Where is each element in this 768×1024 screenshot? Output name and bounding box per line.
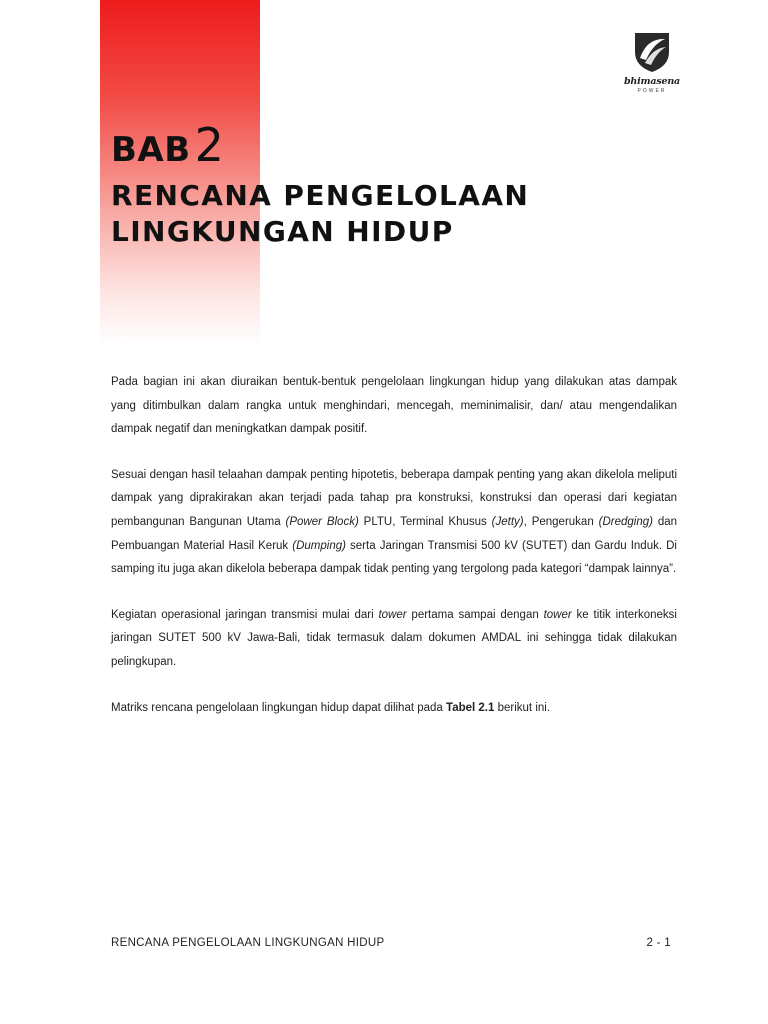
term-tower: tower bbox=[543, 608, 572, 621]
paragraph-4-text: berikut ini. bbox=[494, 701, 551, 714]
term-dumping: (Dumping) bbox=[292, 539, 346, 552]
chapter-label: BAB bbox=[111, 130, 191, 170]
chapter-color-band bbox=[100, 0, 260, 345]
chapter-title bbox=[111, 178, 529, 250]
term-dredging: (Dredging) bbox=[598, 515, 653, 528]
paragraph-2-text: PLTU, Terminal Khusus bbox=[358, 515, 492, 528]
paragraph-3-text: Kegiatan operasional jaringan transmisi mulai dari bbox=[111, 608, 379, 621]
paragraph-1: Pada bagian ini akan diuraikan bentuk-bentuk pengelolaan lingkungan hidup yang dilakukan atas dampak yang ditimbulkan dalam rangka untuk menghindari, mencegah, meminimalisir, dan/ atau mengendalikan dampak negatif dan meningkatkan dampak positif. bbox=[111, 376, 677, 436]
paragraph-2-text: serta Jaringan Transmisi 500 kV (SUTET) dan Gardu Induk. Di samping itu juga akan dikelola beberapa dampak tidak penting yang tergolong pada kategori “dampak lainnya”. bbox=[111, 539, 677, 576]
company-logo bbox=[618, 30, 686, 94]
chapter-title-line-1: RENCANA PENGELOLAAN bbox=[111, 179, 530, 212]
paragraph-2-text: Sesuai dengan hasil telaahan dampak penting hipotetis, beberapa dampak penting yang akan dikelola meliputi dampak yang diprakirakan akan terjadi pada tahap pra konstruksi, konstruksi dan operasi dari kegiatan pembangunan Bangunan Utama bbox=[111, 468, 677, 528]
paragraph-4-text: Matriks rencana pengelolaan lingkungan hidup dapat dilihat pada bbox=[111, 701, 447, 714]
paragraph-2-text: dan Pembuangan Material Hasil Keruk bbox=[111, 515, 678, 552]
page-number: 2 - 1 bbox=[646, 937, 671, 949]
chapter-body bbox=[111, 371, 677, 742]
page-footer bbox=[111, 937, 671, 949]
chapter-title-line-2: LINGKUNGAN HIDUP bbox=[111, 215, 454, 248]
term-power-block: (Power Block) bbox=[285, 515, 359, 528]
chapter-heading bbox=[111, 118, 224, 172]
term-tower: tower bbox=[378, 608, 407, 621]
logo-wordmark: bhimasena bbox=[623, 76, 681, 87]
paragraph-2-text: , Pengerukan bbox=[523, 515, 599, 528]
chapter-number: 2 bbox=[194, 118, 224, 172]
term-jetty: (Jetty) bbox=[491, 515, 524, 528]
paragraph-3 bbox=[111, 604, 677, 675]
paragraph-2 bbox=[111, 464, 677, 582]
table-reference: Tabel 2.1 bbox=[446, 701, 495, 714]
logo-tagline: POWER bbox=[637, 88, 667, 94]
footer-title: RENCANA PENGELOLAAN LINGKUNGAN HIDUP bbox=[111, 937, 385, 949]
paragraph-4 bbox=[111, 697, 677, 721]
shield-logo-icon bbox=[631, 30, 673, 74]
paragraph-3-text: pertama sampai dengan bbox=[406, 608, 544, 621]
paragraph-3-text: ke titik interkoneksi jaringan SUTET 500 kV Jawa-Bali, tidak termasuk dalam dokumen AMDAL ini sehingga tidak dilakukan pelingkupan. bbox=[111, 608, 677, 668]
